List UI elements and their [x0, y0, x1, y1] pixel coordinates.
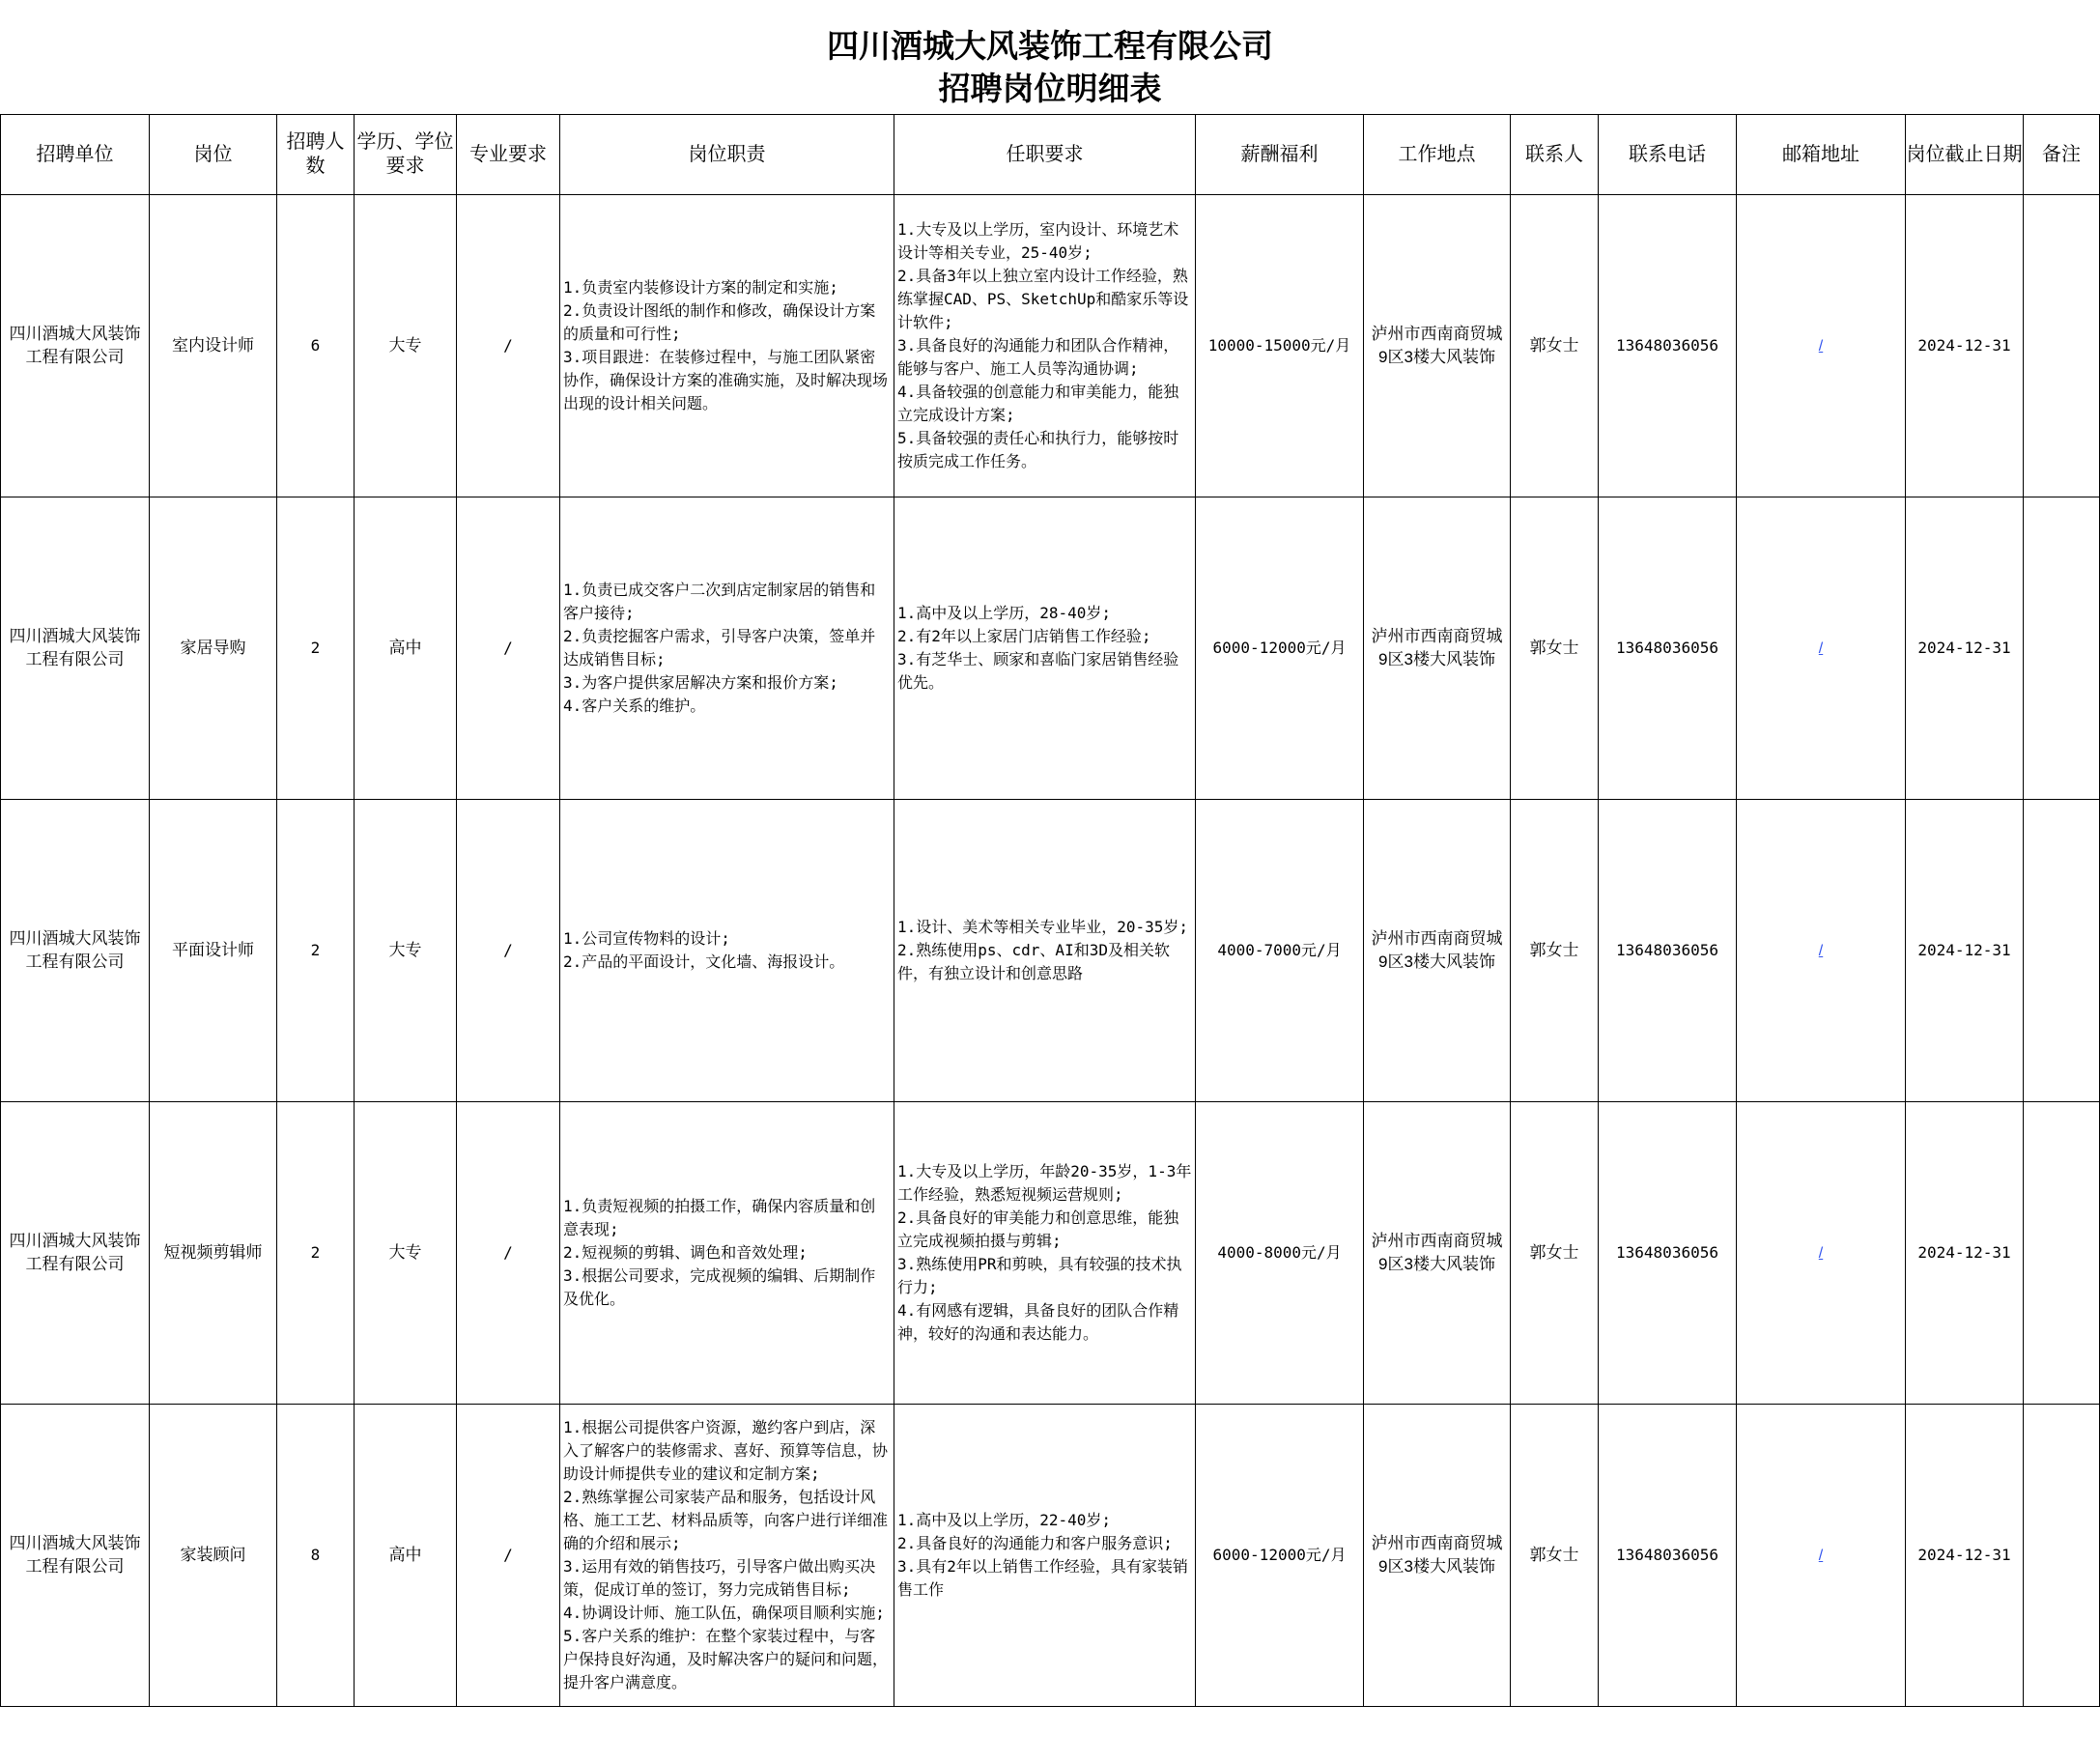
cell-education: 大专 — [355, 800, 457, 1102]
duty-item: 3.运用有效的销售技巧，引导客户做出购买决策，促成订单的签订，努力完成销售目标; — [563, 1557, 876, 1599]
cell-location: 泸州市西南商贸城9区3楼大风装饰 — [1364, 1405, 1511, 1707]
duty-item: 1.负责室内装修设计方案的制定和实施; — [563, 278, 838, 297]
cell-note — [2024, 497, 2100, 800]
email-link[interactable]: / — [1818, 337, 1824, 355]
cell-email — [1737, 800, 1906, 1102]
requirement-item: 2.熟练使用ps、cdr、AI和3D及相关软件，有独立设计和创意思路 — [897, 941, 1170, 982]
cell-education: 大专 — [355, 195, 457, 497]
table-row — [1, 195, 2100, 497]
cell-major: / — [457, 195, 560, 497]
requirement-item: 2.具备良好的沟通能力和客户服务意识; — [897, 1534, 1173, 1552]
cell-requirements — [894, 1405, 1196, 1707]
requirement-item: 2.有2年以上家居门店销售工作经验; — [897, 627, 1151, 645]
header-row — [1, 115, 2100, 195]
cell-email — [1737, 195, 1906, 497]
cell-duties — [560, 1405, 894, 1707]
duty-item: 1.根据公司提供客户资源，邀约客户到店，深入了解客户的装修需求、喜好、预算等信息，协助设计师提供专业的建议和定制方案; — [563, 1418, 889, 1483]
col-header-education: 学历、学位要求 — [355, 115, 457, 195]
cell-duties — [560, 195, 894, 497]
cell-deadline: 2024-12-31 — [1906, 195, 2024, 497]
cell-deadline: 2024-12-31 — [1906, 1405, 2024, 1707]
cell-salary: 6000-12000元/月 — [1196, 497, 1364, 800]
cell-unit: 四川酒城大风装饰工程有限公司 — [1, 1405, 150, 1707]
email-link[interactable]: / — [1818, 1244, 1824, 1262]
duty-item: 1.负责已成交客户二次到店定制家居的销售和客户接待; — [563, 581, 876, 622]
requirement-item: 4.有网感有逻辑，具备良好的团队合作精神，较好的沟通和表达能力。 — [897, 1301, 1179, 1343]
cell-duties — [560, 800, 894, 1102]
col-header-duties: 岗位职责 — [560, 115, 894, 195]
duty-item: 2.熟练掌握公司家装产品和服务，包括设计风格、施工工艺、材料品质等，向客户进行详细准确的介绍和展示; — [563, 1488, 889, 1552]
col-header-deadline: 岗位截止日期 — [1906, 115, 2024, 195]
requirement-item: 1.设计、美术等相关专业毕业，20-35岁; — [897, 918, 1189, 936]
col-header-location: 工作地点 — [1364, 115, 1511, 195]
cell-note — [2024, 1102, 2100, 1405]
duty-item: 2.负责设计图纸的制作和修改，确保设计方案的质量和可行性; — [563, 301, 876, 343]
table-subtitle: 招聘岗位明细表 — [938, 70, 1162, 107]
company-title: 四川酒城大风装饰工程有限公司 — [827, 27, 1273, 65]
cell-deadline: 2024-12-31 — [1906, 497, 2024, 800]
col-header-phone: 联系电话 — [1599, 115, 1737, 195]
cell-phone: 13648036056 — [1599, 195, 1737, 497]
cell-location: 泸州市西南商贸城9区3楼大风装饰 — [1364, 800, 1511, 1102]
cell-education: 高中 — [355, 1405, 457, 1707]
requirement-item: 1.大专及以上学历，年龄20-35岁，1-3年工作经验，熟悉短视频运营规则; — [897, 1162, 1192, 1204]
cell-major: / — [457, 1405, 560, 1707]
cell-email — [1737, 1102, 1906, 1405]
requirement-item: 1.高中及以上学历，28-40岁; — [897, 604, 1112, 622]
cell-location: 泸州市西南商贸城9区3楼大风装饰 — [1364, 1102, 1511, 1405]
cell-deadline: 2024-12-31 — [1906, 800, 2024, 1102]
cell-position: 室内设计师 — [150, 195, 277, 497]
duty-item: 4.协调设计师、施工队伍，确保项目顺利实施; — [563, 1604, 885, 1622]
duty-item: 5.客户关系的维护：在整个家装过程中，与客户保持良好沟通，及时解决客户的疑问和问题，提升客户满意度。 — [563, 1627, 889, 1691]
duty-item: 1.公司宣传物料的设计; — [563, 929, 730, 948]
cell-duties — [560, 1102, 894, 1405]
cell-salary: 6000-12000元/月 — [1196, 1405, 1364, 1707]
cell-contact: 郭女士 — [1511, 497, 1599, 800]
requirement-item: 4.具备较强的创意能力和审美能力，能独立完成设计方案; — [897, 383, 1179, 424]
table-row — [1, 800, 2100, 1102]
cell-salary: 4000-7000元/月 — [1196, 800, 1364, 1102]
email-link[interactable]: / — [1818, 639, 1824, 657]
email-link[interactable]: / — [1818, 1547, 1824, 1564]
cell-education: 高中 — [355, 497, 457, 800]
cell-position: 家居导购 — [150, 497, 277, 800]
cell-unit: 四川酒城大风装饰工程有限公司 — [1, 1102, 150, 1405]
cell-location: 泸州市西南商贸城9区3楼大风装饰 — [1364, 497, 1511, 800]
table-row — [1, 1102, 2100, 1405]
cell-phone: 13648036056 — [1599, 1102, 1737, 1405]
requirement-item: 3.具有2年以上销售工作经验，具有家装销售工作 — [897, 1557, 1188, 1599]
cell-major: / — [457, 800, 560, 1102]
cell-position: 平面设计师 — [150, 800, 277, 1102]
cell-duties — [560, 497, 894, 800]
cell-unit: 四川酒城大风装饰工程有限公司 — [1, 195, 150, 497]
requirement-item: 1.高中及以上学历，22-40岁; — [897, 1511, 1112, 1529]
cell-phone: 13648036056 — [1599, 1405, 1737, 1707]
recruitment-table — [0, 114, 2100, 1707]
col-header-requirements: 任职要求 — [894, 115, 1196, 195]
col-header-email: 邮箱地址 — [1737, 115, 1906, 195]
cell-salary: 4000-8000元/月 — [1196, 1102, 1364, 1405]
cell-contact: 郭女士 — [1511, 1102, 1599, 1405]
cell-major: / — [457, 497, 560, 800]
cell-count: 6 — [277, 195, 355, 497]
cell-requirements — [894, 800, 1196, 1102]
cell-note — [2024, 800, 2100, 1102]
col-header-unit: 招聘单位 — [1, 115, 150, 195]
cell-count: 2 — [277, 800, 355, 1102]
cell-requirements — [894, 497, 1196, 800]
requirement-item: 1.大专及以上学历，室内设计、环境艺术设计等相关专业，25-40岁; — [897, 220, 1179, 262]
col-header-position: 岗位 — [150, 115, 277, 195]
duty-item: 2.产品的平面设计，文化墙、海报设计。 — [563, 952, 845, 971]
col-header-major: 专业要求 — [457, 115, 560, 195]
cell-deadline: 2024-12-31 — [1906, 1102, 2024, 1405]
cell-contact: 郭女士 — [1511, 800, 1599, 1102]
cell-position: 家装顾问 — [150, 1405, 277, 1707]
duty-item: 2.负责挖掘客户需求，引导客户决策，签单并达成销售目标; — [563, 627, 876, 668]
duty-item: 1.负责短视频的拍摄工作，确保内容质量和创意表现; — [563, 1197, 876, 1238]
cell-education: 大专 — [355, 1102, 457, 1405]
cell-salary: 10000-15000元/月 — [1196, 195, 1364, 497]
cell-location: 泸州市西南商贸城9区3楼大风装饰 — [1364, 195, 1511, 497]
duty-item: 2.短视频的剪辑、调色和音效处理; — [563, 1243, 808, 1262]
requirement-item: 2.具备3年以上独立室内设计工作经验，熟练掌握CAD、PS、SketchUp和酷家乐等设计软件; — [897, 267, 1189, 331]
col-header-count: 招聘人数 — [277, 115, 355, 195]
cell-count: 2 — [277, 1102, 355, 1405]
cell-requirements — [894, 1102, 1196, 1405]
duty-item: 4.客户关系的维护。 — [563, 696, 706, 715]
cell-email — [1737, 1405, 1906, 1707]
cell-position: 短视频剪辑师 — [150, 1102, 277, 1405]
col-header-contact: 联系人 — [1511, 115, 1599, 195]
cell-requirements — [894, 195, 1196, 497]
cell-note — [2024, 195, 2100, 497]
cell-contact: 郭女士 — [1511, 1405, 1599, 1707]
duty-item: 3.为客户提供家居解决方案和报价方案; — [563, 673, 838, 692]
cell-unit: 四川酒城大风装饰工程有限公司 — [1, 497, 150, 800]
col-header-note: 备注 — [2024, 115, 2100, 195]
requirement-item: 3.熟练使用PR和剪映，具有较强的技术执行力; — [897, 1255, 1182, 1296]
table-row — [1, 497, 2100, 800]
requirement-item: 3.具备良好的沟通能力和团队合作精神，能够与客户、施工人员等沟通协调; — [897, 336, 1179, 378]
col-header-salary: 薪酬福利 — [1196, 115, 1364, 195]
cell-email — [1737, 497, 1906, 800]
duty-item: 3.项目跟进：在装修过程中，与施工团队紧密协作，确保设计方案的准确实施，及时解决现场出现的设计相关问题。 — [563, 348, 889, 412]
cell-phone: 13648036056 — [1599, 800, 1737, 1102]
requirement-item: 5.具备较强的责任心和执行力，能够按时按质完成工作任务。 — [897, 429, 1179, 470]
cell-major: / — [457, 1102, 560, 1405]
cell-contact: 郭女士 — [1511, 195, 1599, 497]
email-link[interactable]: / — [1818, 942, 1824, 959]
cell-note — [2024, 1405, 2100, 1707]
cell-unit: 四川酒城大风装饰工程有限公司 — [1, 800, 150, 1102]
duty-item: 3.根据公司要求，完成视频的编辑、后期制作及优化。 — [563, 1266, 876, 1308]
requirement-item: 3.有芝华士、顾家和喜临门家居销售经验优先。 — [897, 650, 1179, 692]
cell-count: 2 — [277, 497, 355, 800]
table-row — [1, 1405, 2100, 1707]
requirement-item: 2.具备良好的审美能力和创意思维，能独立完成视频拍摄与剪辑; — [897, 1208, 1179, 1250]
cell-count: 8 — [277, 1405, 355, 1707]
cell-phone: 13648036056 — [1599, 497, 1737, 800]
